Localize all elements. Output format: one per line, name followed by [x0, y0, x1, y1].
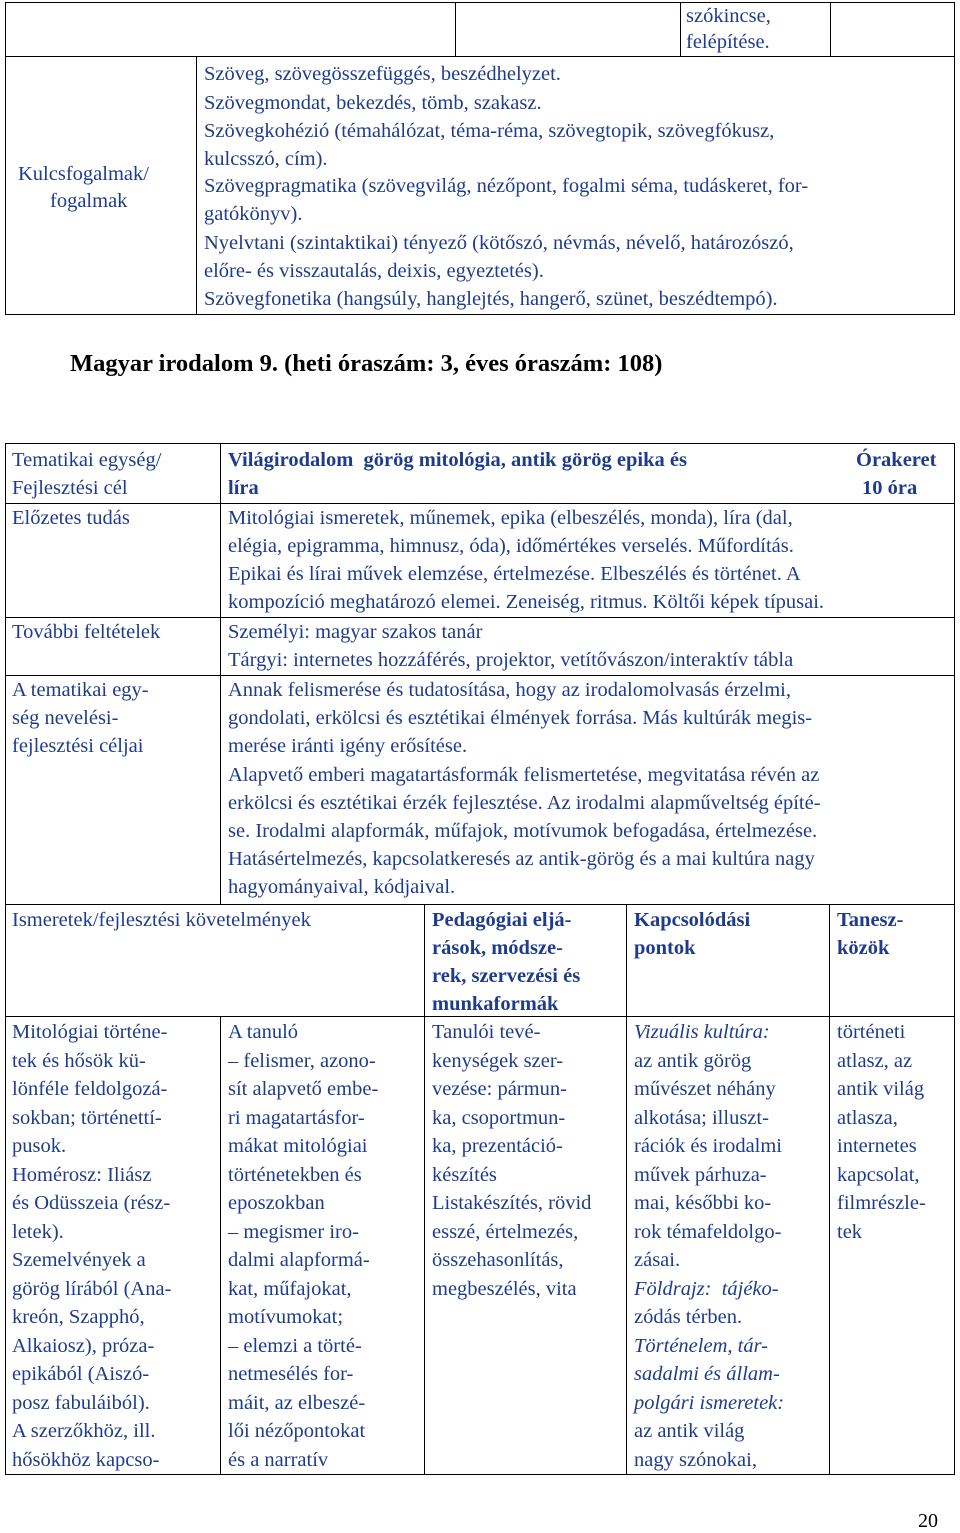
page-number: 20	[918, 1510, 938, 1532]
methods-line: összehasonlítás,	[432, 1249, 564, 1271]
topics-line: letek).	[12, 1221, 64, 1243]
key-concepts-line: Nyelvtani (szintaktikai) tényező (kötőszó, névmás, névelő, határozószó,	[204, 232, 794, 254]
header-tools: közök	[837, 937, 890, 959]
student-line: motívumokat;	[228, 1306, 344, 1328]
links-line: alkotása; illuszt-	[634, 1107, 769, 1129]
header-methods: rások, módsze-	[432, 937, 563, 959]
student-line: netmesélés for-	[228, 1363, 354, 1385]
student-line: – felismer, azono-	[228, 1050, 376, 1072]
topics-line: epikából (Aiszó-	[12, 1363, 150, 1385]
label-theme: Tematikai egység/	[12, 449, 162, 471]
methods-line: ka, csoportmun-	[432, 1107, 566, 1129]
goals-line: gondolati, erkölcsi és esztétikai élmények forrása. Más kultúrák megis-	[228, 707, 813, 729]
links-line: művek párhuza-	[634, 1164, 767, 1186]
key-concepts-label: fogalmak	[50, 190, 128, 212]
student-line: ri magatartásfor-	[228, 1107, 365, 1129]
key-concepts-line: Szövegpragmatika (szövegvilág, nézőpont, fogalmi séma, tudáskeret, for-	[204, 175, 809, 197]
goals-line: merése iránti igény erősítése.	[228, 735, 468, 757]
top-partial-divider-1	[455, 2, 456, 57]
tools-line: kapcsolat,	[837, 1164, 920, 1186]
student-line: dalmi alapformá-	[228, 1249, 370, 1271]
topics-line: Homérosz: Iliász	[12, 1164, 152, 1186]
methods-line: Tanulói tevé-	[432, 1021, 541, 1043]
section-heading: Magyar irodalom 9. (heti óraszám: 3, éves óraszám: 108)	[70, 350, 663, 377]
topics-line: lönféle feldolgozá-	[12, 1078, 168, 1100]
label-goals: ség nevelési-	[12, 707, 119, 729]
topics-line: sokban; történettí-	[12, 1107, 162, 1129]
student-line: lői nézőpontokat	[228, 1420, 366, 1442]
methods-line: vezése: pármun-	[432, 1078, 567, 1100]
topics-line: és Odüsszeia (rész-	[12, 1192, 171, 1214]
partial-cell-line: felépítése.	[686, 31, 770, 53]
top-partial-row	[5, 2, 955, 57]
label-prior-knowledge: Előzetes tudás	[12, 507, 130, 529]
links-line: polgári ismeretek:	[634, 1392, 785, 1414]
links-line: az antik világ	[634, 1420, 745, 1442]
tools-line: történeti	[837, 1021, 906, 1043]
label-goals: fejlesztési céljai	[12, 735, 144, 757]
methods-line: esszé, értelmezés,	[432, 1221, 579, 1243]
header-knowledge: Ismeretek/fejlesztési követelmények	[12, 909, 311, 931]
key-concepts-line: Szövegkohézió (témahálózat, téma-réma, szövegtopik, szövegfókusz,	[204, 120, 775, 142]
detail-col-divider	[829, 904, 830, 1475]
detail-col-divider	[220, 1016, 221, 1475]
topics-line: pusok.	[12, 1135, 67, 1157]
goals-line: Alapvető emberi magatartásformák felismertetése, megvitatása révén az	[228, 764, 820, 786]
goals-line: hagyományaival, kódjaival.	[228, 876, 456, 898]
header-methods: rek, szervezési és	[432, 965, 581, 987]
tools-line: tek	[837, 1221, 863, 1243]
label-goals: A tematikai egy-	[12, 679, 149, 701]
goals-line: se. Irodalmi alapformák, műfajok, motívumok befogadása, értelmezése.	[228, 820, 818, 842]
goals-line: erkölcsi és esztétikai érzék fejlesztése. Az irodalmi alapműveltség építé-	[228, 792, 821, 814]
partial-cell-line: szókincse,	[686, 5, 771, 27]
goals-line: Hatásértelmezés, kapcsolatkeresés az antik-görög és a mai kultúra nagy	[228, 848, 815, 870]
links-line: mai, későbbi ko-	[634, 1192, 772, 1214]
label-conditions: További feltételek	[12, 621, 161, 643]
links-line: Történelem, tár-	[634, 1335, 768, 1357]
key-concepts-line: Szövegfonetika (hangsúly, hanglejtés, hangerő, szünet, beszédtempó).	[204, 288, 778, 310]
unit-table-label-divider	[220, 443, 221, 905]
links-line: nagy szónokai,	[634, 1449, 757, 1471]
methods-line: ka, prezentáció-	[432, 1135, 563, 1157]
links-line: rációk és irodalmi	[634, 1135, 783, 1157]
conditions-line: Személyi: magyar szakos tanár	[228, 621, 483, 643]
student-line: mákat mitológiai	[228, 1135, 368, 1157]
links-line: Vizuális kultúra:	[634, 1021, 770, 1043]
tools-line: atlasza,	[837, 1107, 898, 1129]
links-line: művészet néhány	[634, 1078, 776, 1100]
tools-line: internetes	[837, 1135, 917, 1157]
hours-value: 10 óra	[862, 477, 918, 499]
methods-line: Listakészítés, rövid	[432, 1192, 592, 1214]
tools-line: antik világ	[837, 1078, 925, 1100]
student-line: máit, az elbeszé-	[228, 1392, 366, 1414]
methods-line: kenységek szer-	[432, 1050, 564, 1072]
tools-line: filmrészle-	[837, 1192, 926, 1214]
student-line: és a narratív	[228, 1449, 329, 1471]
theme-title: líra	[228, 477, 259, 499]
links-line: sadalmi és állam-	[634, 1363, 780, 1385]
hours-label: Órakeret	[856, 449, 937, 471]
key-concepts-line: előre- és visszautalás, deixis, egyeztetés).	[204, 260, 544, 282]
links-line: zódás térben.	[634, 1306, 743, 1328]
tools-line: atlasz, az	[837, 1050, 913, 1072]
topics-line: posz fabuláiból).	[12, 1392, 150, 1414]
header-tools: Tanesz-	[837, 909, 904, 931]
links-line: rok témafeldolgo-	[634, 1221, 782, 1243]
key-concepts-line: Szövegmondat, bekezdés, tömb, szakasz.	[204, 92, 542, 114]
key-concepts-line: gatókönyv).	[204, 203, 303, 225]
topics-line: Szemelvények a	[12, 1249, 146, 1271]
top-partial-divider-2	[680, 2, 681, 57]
topics-line: A szerzőkhöz, ill.	[12, 1420, 156, 1442]
label-theme: Fejlesztési cél	[12, 477, 128, 499]
detail-col-divider	[424, 904, 425, 1475]
student-line: kat, műfajokat,	[228, 1278, 352, 1300]
topics-line: tek és hősök kü-	[12, 1050, 146, 1072]
key-concepts-line: Szöveg, szövegösszefüggés, beszédhelyzet.	[204, 63, 561, 85]
header-methods: Pedagógiai eljá-	[432, 909, 572, 931]
goals-line: Annak felismerése és tudatosítása, hogy az irodalomolvasás érzelmi,	[228, 679, 791, 701]
detail-col-divider	[626, 904, 627, 1475]
prior-knowledge-line: kompozíció meghatározó elemei. Zeneiség, ritmus. Költői képek típusai.	[228, 591, 825, 613]
topics-line: Mitológiai történe-	[12, 1021, 168, 1043]
student-line: A tanuló	[228, 1021, 299, 1043]
methods-line: készítés	[432, 1164, 497, 1186]
methods-line: megbeszélés, vita	[432, 1278, 577, 1300]
student-line: – megismer iro-	[228, 1221, 359, 1243]
header-methods: munkaformák	[432, 993, 559, 1015]
conditions-line: Tárgyi: internetes hozzáférés, projektor, vetítővászon/interaktív tábla	[228, 649, 794, 671]
student-line: eposzokban	[228, 1192, 325, 1214]
topics-line: görög lírából (Ana-	[12, 1278, 172, 1300]
prior-knowledge-line: Epikai és lírai művek elemzése, értelmezése. Elbeszélés és történet. A	[228, 563, 801, 585]
key-concepts-divider	[196, 56, 197, 315]
topics-line: Alkaiosz), próza-	[12, 1335, 155, 1357]
student-line: sít alapvető embe-	[228, 1078, 379, 1100]
header-links: pontok	[634, 937, 696, 959]
links-line: Földrajz: tájéko-	[634, 1278, 779, 1300]
student-line: történetekben és	[228, 1164, 362, 1186]
topics-line: kreón, Szapphó,	[12, 1306, 145, 1328]
header-links: Kapcsolódási	[634, 909, 751, 931]
theme-title: Világirodalom görög mitológia, antik görög epika és	[228, 449, 687, 471]
student-line: – elemzi a törté-	[228, 1335, 362, 1357]
links-line: zásai.	[634, 1249, 681, 1271]
links-line: az antik görög	[634, 1050, 752, 1072]
prior-knowledge-line: Mitológiai ismeretek, műnemek, epika (elbeszélés, monda), líra (dal,	[228, 507, 793, 529]
key-concepts-label: Kulcsfogalmak/	[18, 163, 149, 185]
prior-knowledge-line: elégia, epigramma, himnusz, óda), időmértékes verselés. Műfordítás.	[228, 535, 794, 557]
top-partial-divider-3	[830, 2, 831, 57]
key-concepts-line: kulcsszó, cím).	[204, 148, 328, 170]
topics-line: hősökhöz kapcso-	[12, 1449, 160, 1471]
